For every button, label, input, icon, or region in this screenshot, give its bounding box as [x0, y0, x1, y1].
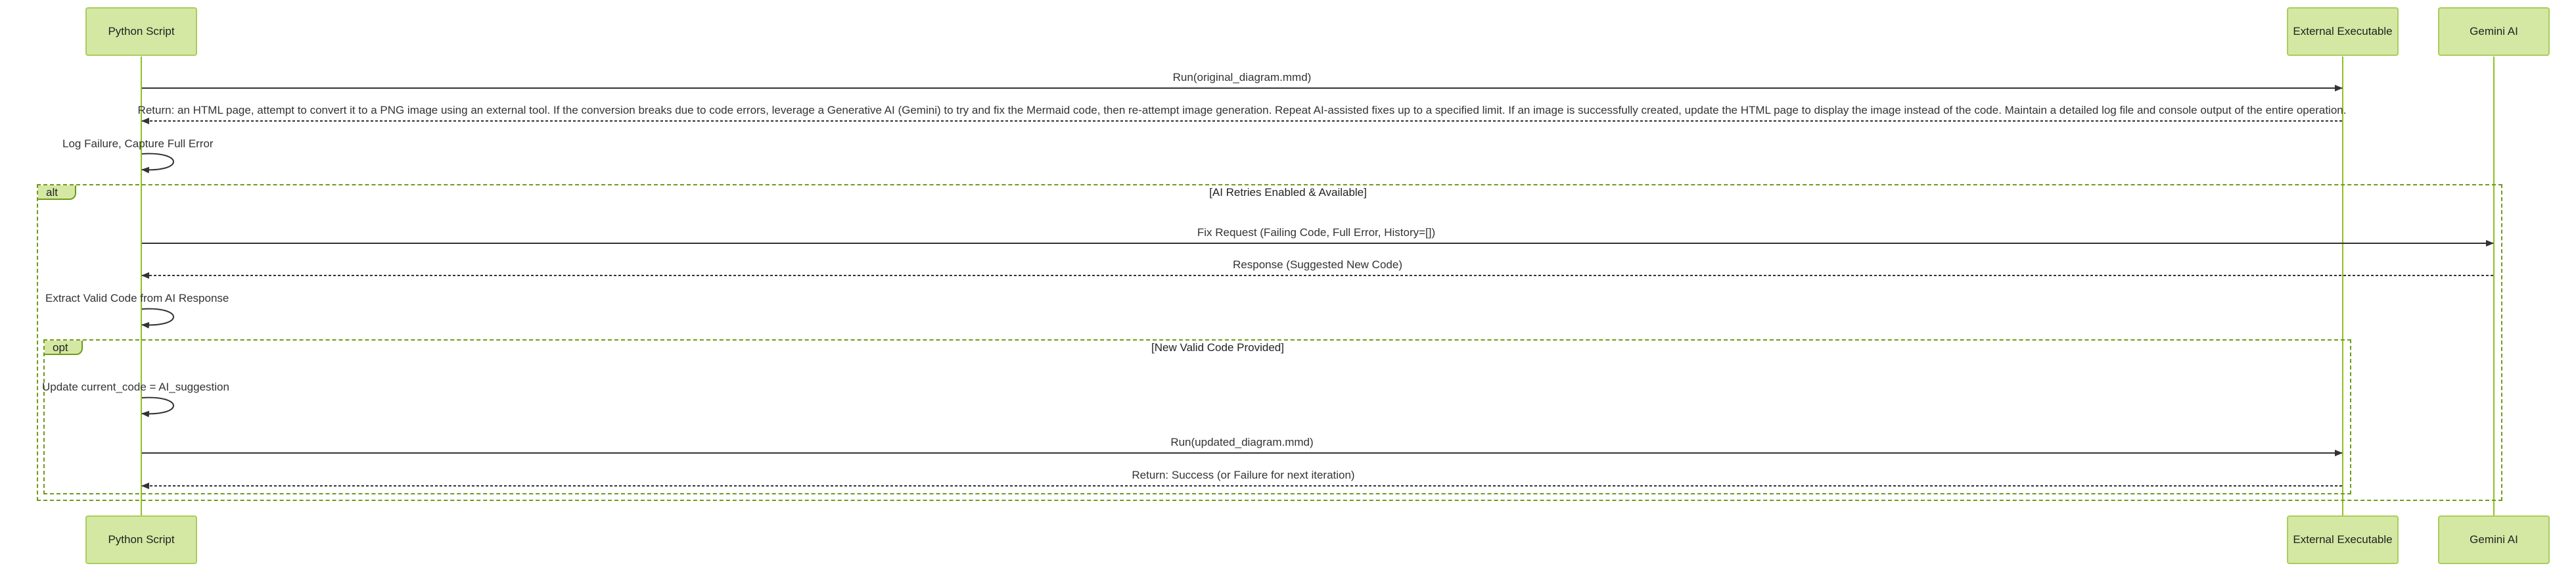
label-log-failure: Log Failure, Capture Full Error — [62, 137, 214, 150]
label-fix-request: Fix Request (Failing Code, Full Error, History=[]) — [1197, 226, 1436, 239]
label-response: Response (Suggested New Code) — [1233, 258, 1402, 271]
actor-label: External Executable — [2293, 533, 2393, 546]
label-update-code: Update current_code = AI_suggestion — [42, 381, 229, 393]
selfloop-update-code — [142, 398, 173, 414]
alt-frame-condition: [AI Retries Enabled & Available] — [1209, 186, 1367, 199]
label-return-html: Return: an HTML page, attempt to convert it to a PNG image using an external tool. If the conversion breaks due to code errors, leverage a Generative AI (Gemini) to try and fix the Mermaid code, then re-attempt image generation. Repeat AI-assisted fixes up to a specified limit. If an image is successfully created, update the HTML page to display the image instead of the code. Maintain a detailed log file and console output of the entire operation. — [137, 104, 2347, 116]
label-run-updated: Run(updated_diagram.mmd) — [1170, 436, 1314, 448]
label-return-success: Return: Success (or Failure for next iteration) — [1132, 469, 1355, 481]
actor-label: External Executable — [2293, 25, 2393, 37]
actor-label: Gemini AI — [2470, 533, 2518, 546]
opt-frame-condition: [New Valid Code Provided] — [1151, 341, 1284, 354]
label-extract-code: Extract Valid Code from AI Response — [45, 292, 229, 304]
actor-label: Gemini AI — [2470, 25, 2518, 37]
label-run-original: Run(original_diagram.mmd) — [1172, 71, 1312, 83]
alt-frame-tag: alt — [38, 185, 76, 200]
selfloop-extract-code — [142, 309, 173, 325]
opt-frame-tag: opt — [45, 341, 83, 355]
actor-label: Python Script — [108, 533, 175, 546]
actor-label: Python Script — [108, 25, 175, 37]
selfloop-log-failure — [142, 154, 173, 170]
